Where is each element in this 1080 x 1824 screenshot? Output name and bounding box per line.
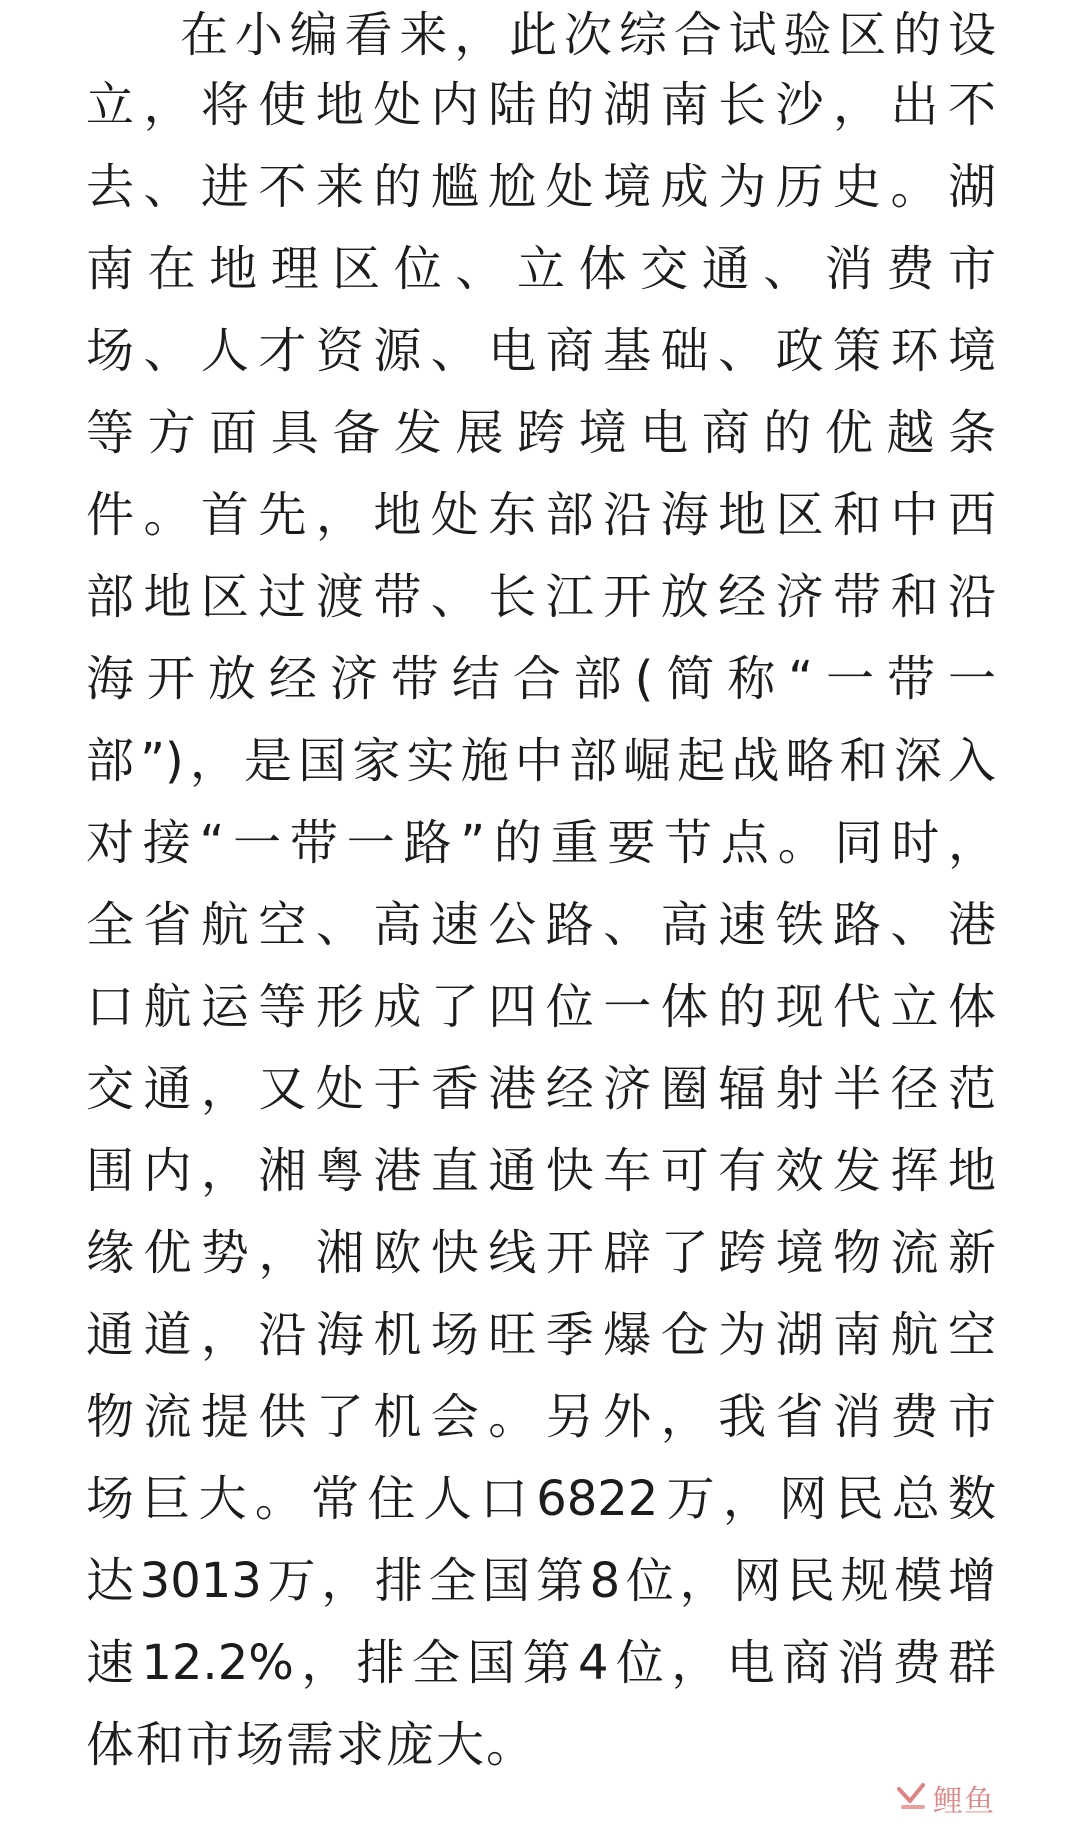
article-body	[86, 0, 996, 1824]
paragraph-line: 围内，湘粤港直通快车可有效发挥地	[86, 1143, 996, 1199]
paragraph-line: 速12.2%，排全国第4位，电商消费群	[86, 1635, 996, 1691]
paragraph-line: 场、人才资源、电商基础、政策环境	[86, 323, 996, 379]
paragraph-line: 对接“一带一路”的重要节点。同时，	[86, 815, 996, 871]
paragraph-line: 通道，沿海机场旺季爆仓为湖南航空	[86, 1307, 996, 1363]
paragraph-line: 交通，又处于香港经济圈辐射半径范	[86, 1061, 996, 1117]
paragraph-line: 南在地理区位、立体交通、消费市	[86, 241, 996, 297]
paragraph-line: 体和市场需求庞大。	[86, 1717, 537, 1773]
watermark	[895, 1778, 995, 1818]
paragraph-line: 达3013万，排全国第8位，网民规模增	[86, 1553, 996, 1609]
paragraph-line: 部地区过渡带、长江开放经济带和沿	[86, 569, 996, 625]
paragraph-line: 口航运等形成了四位一体的现代立体	[86, 979, 996, 1035]
paragraph-line: 物流提供了机会。另外，我省消费市	[86, 1389, 996, 1445]
paragraph-line: 件。首先，地处东部沿海地区和中西	[86, 487, 996, 543]
paragraph-line: 部”)，是国家实施中部崛起战略和深入	[86, 733, 996, 789]
paragraph-line: 全省航空、高速公路、高速铁路、港	[86, 897, 996, 953]
paragraph-line: 等方面具备发展跨境电商的优越条	[86, 405, 996, 461]
paragraph-line: 在小编看来，此次综合试验区的设	[180, 7, 996, 63]
paragraph-line: 海开放经济带结合部(简称“一带一	[86, 651, 996, 707]
brand-logo-icon	[895, 1781, 929, 1815]
watermark-text: 鲤鱼	[933, 1784, 995, 1819]
paragraph-line: 去、进不来的尴尬处境成为历史。湖	[86, 159, 996, 215]
paragraph-line: 场巨大。常住人口6822万，网民总数	[86, 1471, 996, 1527]
paragraph-line: 立，将使地处内陆的湖南长沙，出不	[86, 77, 996, 133]
paragraph-line: 缘优势，湘欧快线开辟了跨境物流新	[86, 1225, 996, 1281]
